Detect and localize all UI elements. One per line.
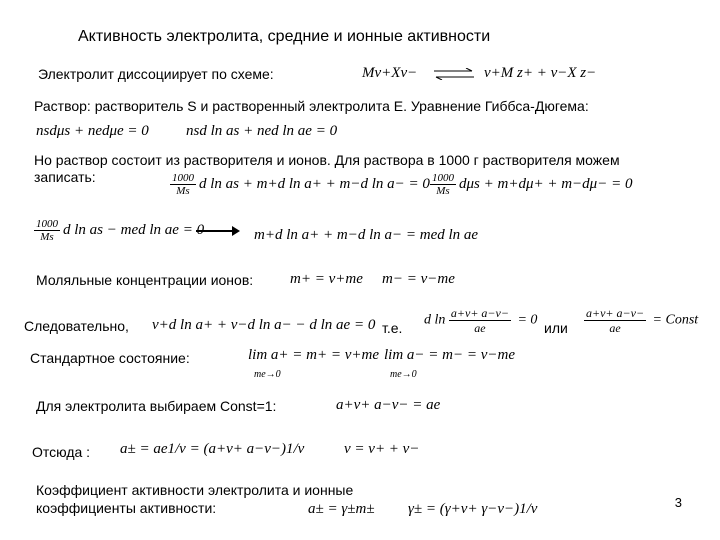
coefficient-eq2: γ± = (γ+ν+ γ−ν−)1/ν	[408, 501, 538, 517]
ln-fraction-eq	[424, 306, 537, 335]
activity-fraction-den: ae	[474, 321, 486, 335]
ln-suffix: = 0	[517, 312, 538, 328]
activity-fraction	[449, 306, 511, 335]
hence-text: Отсюда :	[32, 444, 91, 460]
molality-eq2: m− = ν−me	[382, 271, 455, 287]
nu-sum-eq: ν = ν+ + ν−	[344, 441, 420, 457]
solution-text: Но раствор состоит из растворителя и ионов. Для раствора в 1000 г растворителя можем записать:	[34, 152, 620, 185]
ie-text: т.е.	[382, 320, 403, 336]
limit-sub2: me→0	[390, 369, 417, 380]
page-number: 3	[674, 495, 682, 510]
implies-arrow-icon	[196, 225, 240, 237]
dissociation-eq-right: ν+M z+ + ν−X z−	[484, 65, 597, 81]
limit-eq2: lim a− = m− = ν−me	[384, 347, 516, 363]
coefficient-text-a: Коэффициент активности электролита и ионные	[36, 482, 354, 498]
solvent-eq-body: d ln as − med ln ae = 0	[63, 221, 205, 238]
therefore-eq: ν+d ln a+ + ν−d ln a− − d ln ae = 0	[152, 317, 376, 333]
gibbs-duhem-text: Раствор: растворитель S и растворенный электролита E. Уравнение Гиббса-Дюгема:	[34, 98, 589, 114]
solution-eq1-body: d ln as + m+d ln a+ + m−d ln a− = 0	[199, 175, 430, 192]
molality-eq1: m+ = ν+me	[290, 271, 363, 287]
solvent-eq	[34, 218, 204, 243]
slide-title: Активность электролита, средние и ионные активности	[78, 28, 491, 45]
frac-den: Ms	[40, 231, 54, 243]
solution-eq2-body: dμs + m+dμ+ + m−dμ− = 0	[459, 175, 633, 192]
dissociation-eq-left: Mν+Xν−	[362, 65, 418, 81]
gibbs-duhem-eq2: nsd ln as + ned ln ae = 0	[186, 123, 338, 139]
frac-num: 1000	[172, 172, 194, 184]
dissociation-text: Электролит диссоциирует по схеме:	[38, 66, 274, 82]
activity-fraction-2	[584, 306, 646, 335]
frac-num: 1000	[36, 218, 58, 230]
therefore-text: Следовательно,	[24, 318, 129, 334]
coefficient-eq1: a± = γ±m±	[308, 501, 375, 517]
frac-num: 1000	[432, 172, 454, 184]
activity-fraction-den: ae	[609, 321, 621, 335]
frac-den: Ms	[436, 185, 450, 197]
limit-sub1: me→0	[254, 369, 281, 380]
ln-prefix: d ln	[424, 312, 446, 328]
solution-eq2	[430, 172, 632, 197]
equilibrium-arrow-icon	[432, 68, 476, 80]
fraction-1000-ms-2	[430, 172, 456, 197]
standard-state-text: Стандартное состояние:	[30, 350, 190, 366]
activity-fraction-num: a+ν+ a−ν−	[450, 306, 509, 320]
const-choice-text: Для электролита выбираем Const=1:	[36, 398, 277, 414]
const-choice-eq: a+ν+ a−ν− = ae	[336, 397, 441, 413]
fraction-1000-ms-3	[34, 218, 60, 243]
gibbs-duhem-eq1: nsdμs + nedμe = 0	[36, 123, 149, 139]
mean-activity-eq: a± = ae1/ν = (a+ν+ a−ν−)1/ν	[120, 441, 305, 457]
const-eq	[584, 306, 698, 335]
or-text: или	[544, 320, 568, 336]
const-suffix: = Const	[652, 312, 699, 328]
molality-text: Моляльные концентрации ионов:	[36, 272, 254, 288]
ion-activity-eq: m+d ln a+ + m−d ln a− = med ln ae	[254, 227, 479, 243]
limit-eq1: lim a+ = m+ = ν+me	[248, 347, 380, 363]
coefficient-text-b: коэффициенты активности:	[36, 500, 217, 516]
solution-eq1	[170, 172, 430, 197]
fraction-1000-ms	[170, 172, 196, 197]
frac-den: Ms	[176, 185, 190, 197]
activity-fraction-num: a+ν+ a−ν−	[586, 306, 645, 320]
